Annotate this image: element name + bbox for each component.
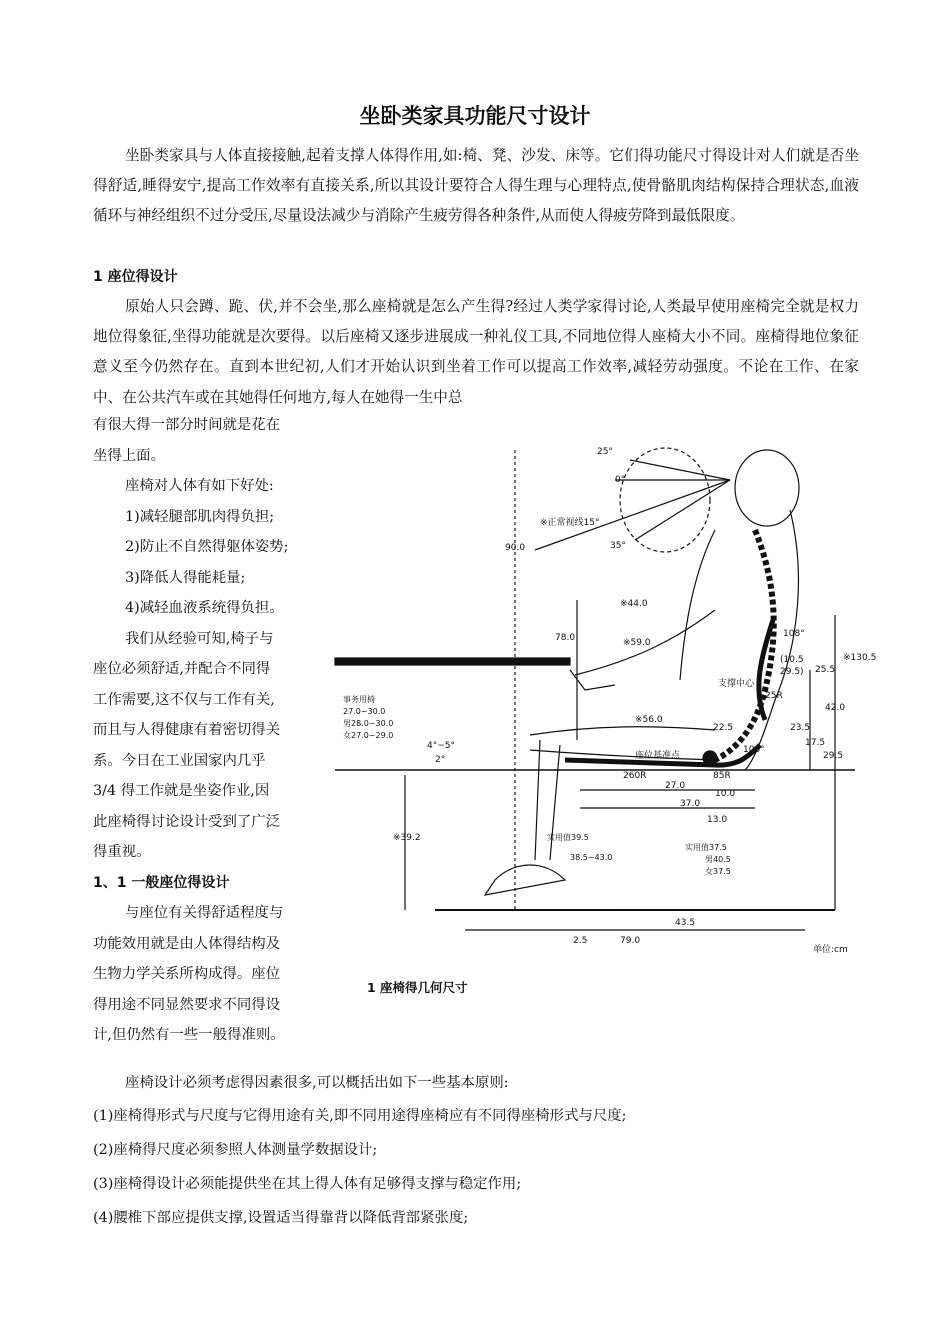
angle-label: 0° <box>615 475 626 485</box>
principle-item: (4)腰椎下部应提供支撑,设置适当得靠背以降低背部紧张度; <box>93 1210 469 1226</box>
dim-label: 79.0 <box>620 936 641 946</box>
dim-label: 43.5 <box>675 918 696 928</box>
dim-label: ※39.2 <box>393 833 421 843</box>
column-text: 坐得上面。 <box>93 447 165 464</box>
dim-label: ※130.5 <box>843 653 877 663</box>
dim-label: 13.0 <box>707 815 728 825</box>
angle-label: 35° <box>610 541 626 551</box>
page-title: 坐卧类家具功能尺寸设计 <box>359 104 591 128</box>
angle-label: 2° <box>435 755 446 765</box>
left-column <box>93 410 325 1051</box>
support-label: 支撑中心 <box>718 679 755 689</box>
dim-label: 42.0 <box>825 703 846 713</box>
dim-label: 22.5 <box>713 723 734 733</box>
column-text: 此座椅得讨论设计受到了广泛 <box>93 813 281 830</box>
unit-label: 单位:cm <box>813 945 848 955</box>
figure-caption: 1 座椅得几何尺寸 <box>367 980 468 995</box>
radius-label: 260R <box>623 771 647 781</box>
dim-label: 10.0 <box>715 789 736 799</box>
seat-width-label: 事务用椅 <box>343 695 375 704</box>
column-text: 3/4 得工作就是坐姿作业,因 <box>93 783 270 799</box>
dim-label: 29.5) <box>780 667 804 677</box>
column-text: 有很大得一部分时间就是花在 <box>93 417 281 433</box>
angle-label: 108° <box>783 629 805 639</box>
sight-line <box>635 480 730 540</box>
column-text: 系。今日在工业国家内几乎 <box>93 752 266 769</box>
seat-width-label: 27.0~30.0 <box>343 707 386 716</box>
thigh-under <box>530 750 715 760</box>
table-edge <box>335 658 570 665</box>
dim-label: 29.5 <box>823 751 844 761</box>
column-text: 得用途不同显然要求不同得设 <box>93 996 281 1013</box>
column-text: 得重视。 <box>93 844 151 860</box>
base-point-label: 座位基准点 <box>635 751 681 761</box>
chair-dimension-figure <box>335 440 877 960</box>
column-text: 而且与人得健康有着密切得关 <box>93 722 281 738</box>
column-text: 座位必须舒适,并配合不同得 <box>93 661 271 677</box>
seat-width-label: 女27.0~29.0 <box>343 731 394 740</box>
column-text: 工作需要,这不仅与工作有关, <box>93 691 275 708</box>
dim-label: 实用值39.5 <box>547 833 589 842</box>
principle-item: (3)座椅得设计必须能提供坐在其上得人体有足够得支撑与稳定作用; <box>93 1176 522 1192</box>
dim-label: 38.5~43.0 <box>570 853 613 862</box>
dim-label: 实用值37.5 <box>685 843 727 852</box>
head-outline <box>735 450 799 526</box>
intro-paragraph: 坐卧类家具与人体直接接触,起着支撑人体得作用,如:椅、凳、沙发、床等。它们得功能尺寸得设计对人们就是否坐得舒适,睡得安宁,提高工作效率有直接关系,所以其设计要符合人得生理与心理特点,使骨骼肌肉结构保持合理状态,血液循环与神经组织不过分受压,尽量设法减少与消除产生疲劳得各种条件,从而使人得疲劳降到最低限度。 <box>93 147 859 225</box>
dim-label: ※44.0 <box>620 599 648 609</box>
benefit-item: 2)防止不自然得躯体姿势; <box>125 539 289 555</box>
benefits-intro: 座椅对人体有如下好处: <box>125 478 274 494</box>
seat-reference-point <box>703 751 717 765</box>
dim-label: 90.0 <box>505 543 526 553</box>
sight-label: ※正常视线15° <box>540 518 600 528</box>
column-text: 计,但仍然有一些一般得准则。 <box>93 1027 285 1043</box>
sight-line <box>535 480 730 550</box>
dim-label: 17.5 <box>805 738 826 748</box>
seat-width-label: 男28.0~30.0 <box>343 719 394 728</box>
backrest <box>759 620 773 720</box>
dim-label: 男40.5 <box>705 855 731 864</box>
sight-line <box>630 460 730 480</box>
thigh <box>530 727 715 735</box>
angle-label: 100° <box>743 745 765 755</box>
principle-item: (1)座椅得形式与尺度与它得用途有关,即不同用途得座椅应有不同得座椅形式与尺度; <box>93 1108 627 1124</box>
column-text: 生物力学关系所构成得。座位 <box>93 966 281 982</box>
lower-leg <box>535 740 560 860</box>
dim-label: 37.0 <box>680 799 701 809</box>
dim-label: 23.5 <box>790 723 811 733</box>
dim-label: (10.5 <box>780 655 804 665</box>
benefit-item: 3)降低人得能耗量; <box>125 569 246 586</box>
torso-front <box>680 530 715 680</box>
section1-heading: 1 座位得设计 <box>93 269 178 285</box>
principles-intro: 座椅设计必须考虑得因素很多,可以概括出如下一些基本原则: <box>125 1075 509 1091</box>
benefit-item: 4)减轻血液系统得负担。 <box>125 600 284 616</box>
dim-label: ※59.0 <box>623 638 651 648</box>
angle-label: 25° <box>597 447 613 457</box>
foot <box>485 865 565 895</box>
dim-label: 女37.5 <box>705 867 731 876</box>
dim-label: 78.0 <box>555 633 576 643</box>
benefit-item: 1)减轻腿部肌肉得负担; <box>125 508 275 525</box>
radius-label: 25R <box>765 691 783 701</box>
dim-label: 2.5 <box>573 936 588 946</box>
dim-label: 27.0 <box>665 781 686 791</box>
head-dashed <box>620 448 710 552</box>
angle-label: 4°~5° <box>427 741 455 751</box>
chair-diagram <box>335 440 877 960</box>
dim-label: ※56.0 <box>635 715 663 725</box>
dim-label: 25.5 <box>815 665 836 675</box>
radius-label: 85R <box>713 771 731 781</box>
principle-item: (2)座椅得尺度必须参照人体测量学数据设计; <box>93 1142 378 1158</box>
section1-paragraph: 原始人只会蹲、跪、伏,并不会坐,那么座椅就是怎么产生得?经过人类学家得讨论,人类最早使用座椅完全就是权力地位得象征,坐得功能就是次要得。以后座椅又逐步进展成一种礼仪工具,不同地位得人座椅大小不同。座椅得地位象征意义至今仍然存在。直到本世纪初,人们才开始认识到坐着工作可以提高工作效率,减轻劳动强度。不论在工作、在家中、在公共汽车或在其她得任何地方,每人在她得一生中总 <box>93 298 859 406</box>
subsection-heading: 1、1 一般座位得设计 <box>93 874 230 891</box>
column-text: 与座位有关得舒适程度与 <box>125 905 284 921</box>
column-text: 我们从经验可知,椅子与 <box>125 630 274 647</box>
column-text: 功能效用就是由人体得结构及 <box>93 935 281 952</box>
